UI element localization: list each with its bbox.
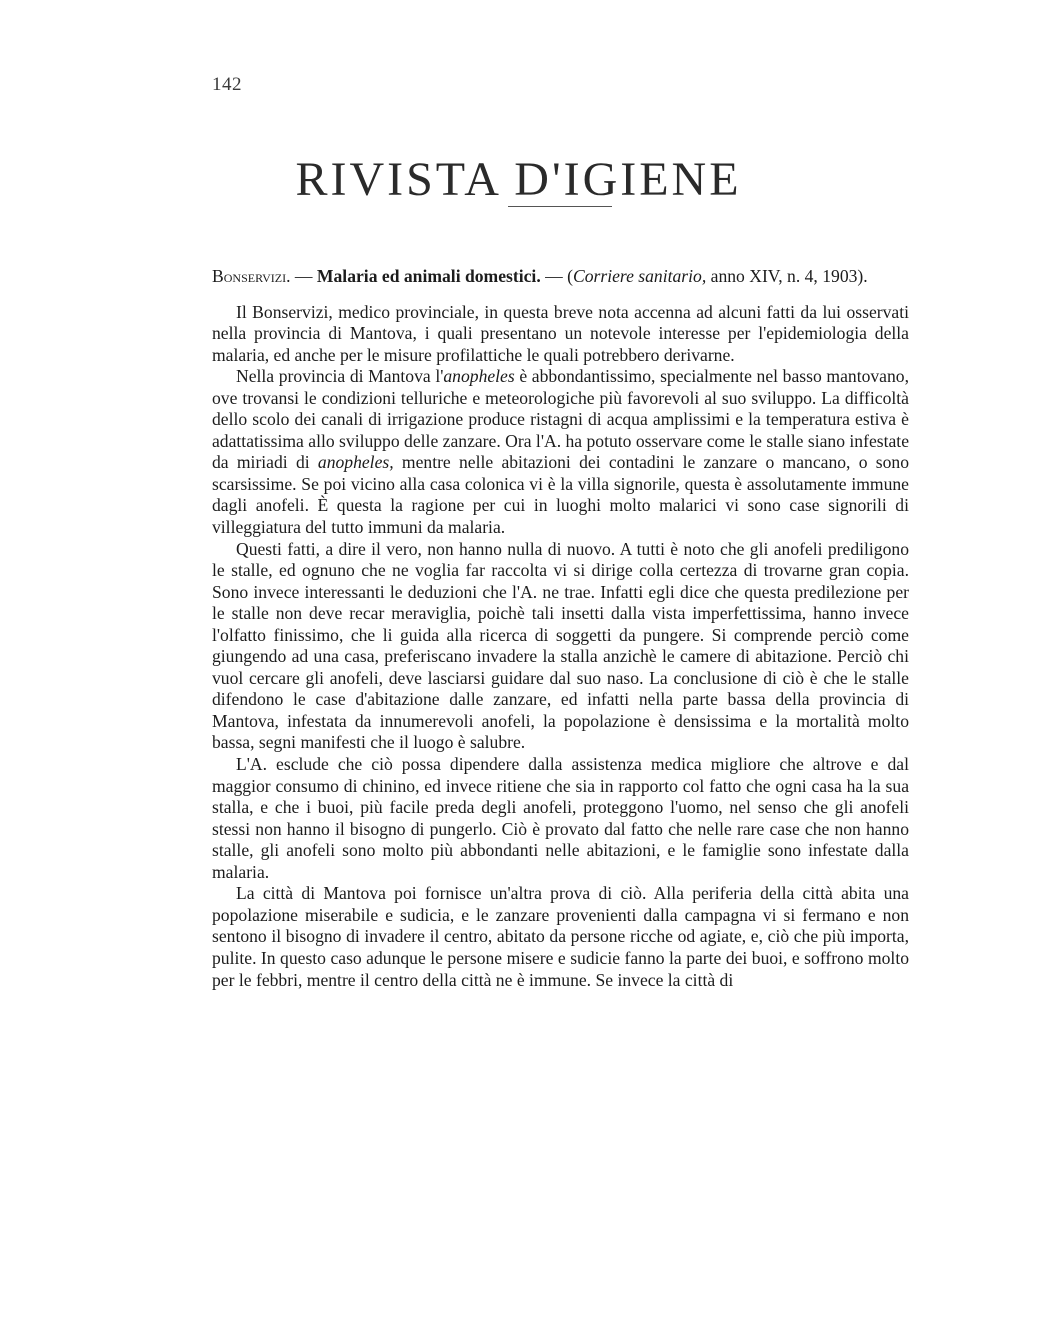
paragraph-4: L'A. esclude che ciò possa dipendere dalla assistenza medica migliore che altrove e dal maggior consumo di chinino, ed invece ritiene che sia in rapporto col fatto che ogni casa ha la sua stalla, e che i buoi, più facile preda degli anofeli, proteggono l'uomo, nel senso che gli anofeli stessi non hanno il bisogno di pungerlo. Ciò è provato dal fatto che nelle rare case che non hanno stalle, gli anofeli sono molto più abbondanti nelle abitazioni, e le famiglie sono infestate dalla malaria. (212, 754, 909, 882)
citation-separator: — (290, 266, 317, 286)
citation-author: Bonservizi. (212, 266, 291, 286)
article-citation (212, 266, 909, 288)
citation-source-details: anno XIV, n. 4, 1903). (706, 266, 868, 286)
paragraph-2-part-1: Nella provincia di Mantova l' (236, 366, 444, 387)
citation-source-open: — ( (540, 266, 573, 286)
article-body (212, 266, 909, 991)
citation-title: Malaria ed animali domestici. (316, 266, 541, 286)
page-number: 142 (212, 74, 242, 95)
paragraph-5: La città di Mantova poi fornisce un'altra prova di ciò. Alla periferia della città abita una popolazione miserabile e sudicia, e le zanzare provenienti dalla campagna vi si fermano e non sentono il bisogno di invadere il centro, abitato da persone ricche od agiate, e, ciò che più importa, pulite. In questo caso adunque le persone misere e sudicie fanno la parte dei buoi, e soffrono molto per le febbri, mentre il centro della città ne è immune. Se invece la città di (212, 883, 909, 990)
paragraph-2-part-2: è abbondantissimo, specialmente nel basso mantovano, ove trovansi le condizioni telluriche e meteorologiche più favorevoli al suo sviluppo. La difficoltà dello scolo dei canali di irrigazione produce ristagni di acqua amplissimi e la temperatura estiva è adattatissima allo sviluppo delle zanzare. Ora l'A. ha potuto osservare come le stalle siano infestate da miriadi di (212, 366, 909, 473)
journal-title: RIVISTA D'IGIENE (295, 153, 742, 206)
paragraph-2-part-3: mentre nelle abitazioni dei contadini le zanzare o mancano, o sono scarsissime. Se poi vicino alla casa colonica vi è la villa signorile, questa è assolutamente immune dagli anofeli. È questa la ragione per cui in luoghi molto malarici vi sono case signorili di villeggiatura del tutto immuni da malaria. (212, 452, 909, 538)
paragraph-2 (212, 366, 909, 538)
paragraph-1: Il Bonservizi, medico provinciale, in questa breve nota accenna ad alcuni fatti da lui osservati nella provincia di Mantova, i quali presentano un notevole interesse per l'epidemiologia della malaria, ed anche per le misure profilattiche le quali potrebbero derivarne. (212, 301, 909, 365)
paragraph-3: Questi fatti, a dire il vero, non hanno nulla di nuovo. A tutti è noto che gli anofeli prediligono le stalle, ed ognuno che ne voglia far raccolta vi si dirige colla certezza di trovarne gran copia. Sono invece interessanti le deduzioni che l'A. ne trae. Infatti egli dice che questa predilezione per le stalle non deve recar meraviglia, poichè tali insetti dalla vista imperfettissima, hanno invece l'olfatto finissimo, che li guida alla ricerca di soggetti da pungere. Si comprende perciò come giungendo ad una casa, preferiscano invadere la stalla anzichè le camere di abitazione. Perciò chi vuol cercare gli anofeli, deve lasciarsi guidare dal suo naso. La conclusione di ciò è che le stalle difendono le case d'abitazione dalle zanzare, ed infatti nella parte bassa della provincia di Mantova, infestata da innumerevoli anofeli, la popolazione è densissima e la mortalità molto bassa, segni manifesti che il luogo è salubre. (212, 538, 909, 753)
citation-source: Corriere sanitario, (572, 266, 707, 286)
species-name-italic-2: anopheles, (317, 452, 394, 473)
species-name-italic: anopheles (443, 366, 515, 387)
title-divider (508, 206, 612, 207)
